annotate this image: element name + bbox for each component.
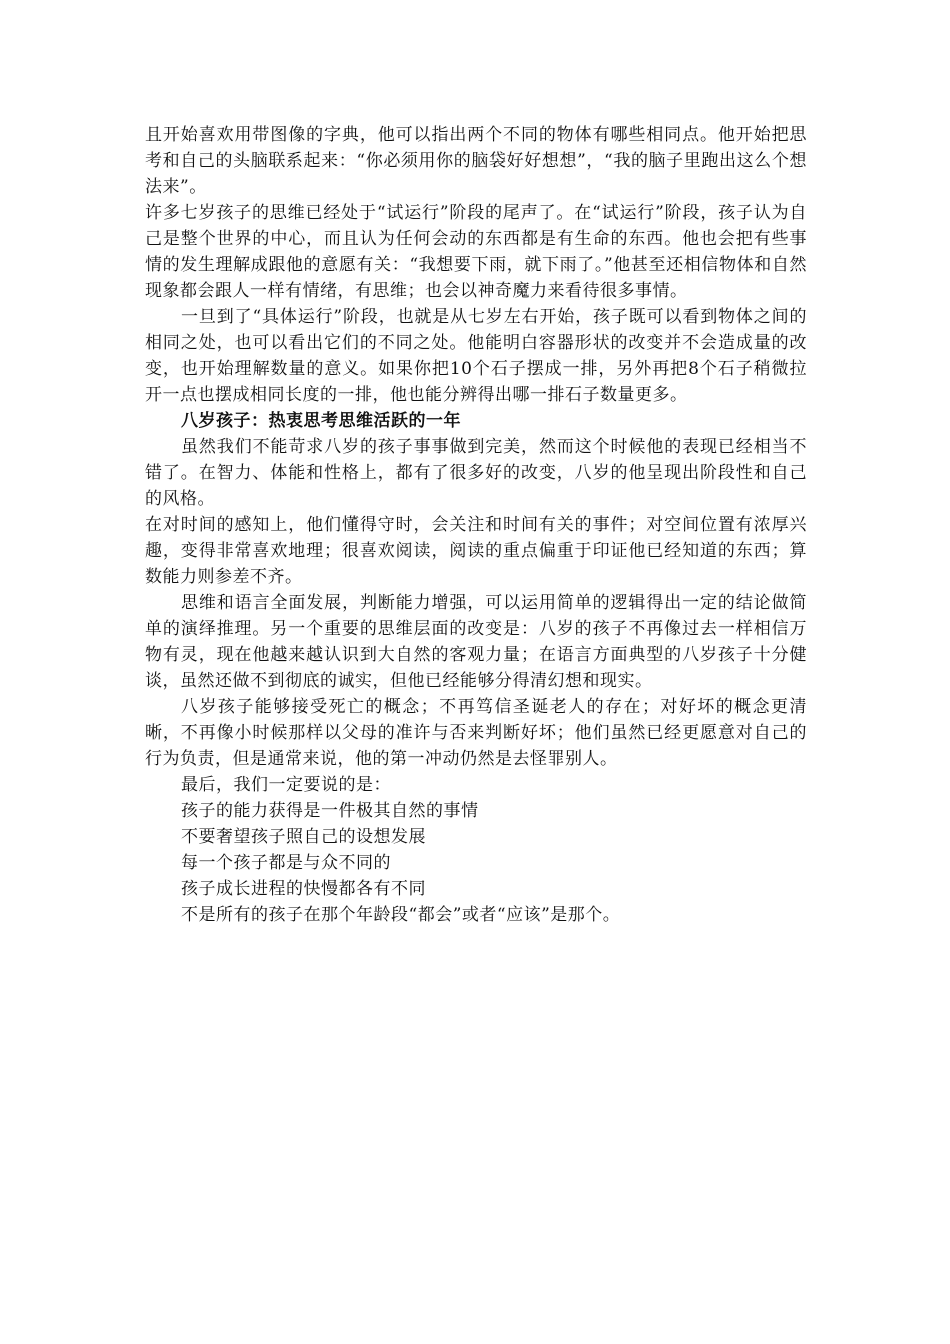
paragraph-concrete-operations: 一旦到了“具体运行”阶段，也就是从七岁左右开始，孩子既可以看到物体之间的相同之处，也可以看出它们的不同之处。他能明白容器形状的改变并不会造成量的改变，也开始理解数量的意义。如果你把10个石子摆成一排，另外再把8个石子稍微拉开一点也摆成相同长度的一排，他也能分辨得出哪一排石子数量更多。 xyxy=(145,307,807,405)
paragraph-time-space: 在对时间的感知上，他们懂得守时，会关注和时间有关的事件；对空间位置有浓厚兴趣，变得非常喜欢地理；很喜欢阅读，阅读的重点偏重于印证他已经知道的东西；算数能力则参差不齐。 xyxy=(145,515,807,587)
list-item-not-all-children: 不是所有的孩子在那个年龄段“都会”或者“应该”是那个。 xyxy=(181,905,621,925)
paragraph-death-concept: 八岁孩子能够接受死亡的概念；不再笃信圣诞老人的存在；对好坏的概念更清晰，不再像小时候那样以父母的准许与否来判断好坏；他们虽然已经更愿意对自己的行为负责，但是通常来说，他的第一冲动仍然是去怪罪别人。 xyxy=(145,697,807,769)
paragraph-conclusion-intro: 最后，我们一定要说的是： xyxy=(181,775,391,795)
paragraph-eight-overview: 虽然我们不能苛求八岁的孩子事事做到完美，然而这个时候他的表现已经相当不错了。在智力、体能和性格上，都有了很多好的改变，八岁的他呈现出阶段性和自己的风格。 xyxy=(145,437,807,509)
paragraph-thinking-language: 思维和语言全面发展，判断能力增强，可以运用简单的逻辑得出一定的结论做简单的演绎推理。另一个重要的思维层面的改变是：八岁的孩子不再像过去一样相信万物有灵，现在他越来越认识到大自然的客观力量；在语言方面典型的八岁孩子十分健谈，虽然还做不到彻底的诚实，但他已经能够分得清幻想和现实。 xyxy=(145,593,807,691)
list-item-unique-child: 每一个孩子都是与众不同的 xyxy=(181,853,391,873)
list-item-natural-ability: 孩子的能力获得是一件极其自然的事情 xyxy=(181,801,479,821)
section-heading-eight-years: 八岁孩子：热衷思考思维活跃的一年 xyxy=(181,411,461,431)
paragraph-trial-run: 许多七岁孩子的思维已经处于“试运行”阶段的尾声了。在“试运行”阶段，孩子认为自己是整个世界的中心，而且认为任何会动的东西都是有生命的东西。他也会把有些事情的发生理解成跟他的意愿有关：“我想要下雨，就下雨了。”他甚至还相信物体和自然现象都会跟人一样有情绪，有思维；也会以神奇魔力来看待很多事情。 xyxy=(145,203,807,301)
document-body xyxy=(145,122,807,928)
paragraph-dictionary: 且开始喜欢用带图像的字典，他可以指出两个不同的物体有哪些相同点。他开始把思考和自己的头脑联系起来：“你必须用你的脑袋好好想想”，“我的脑子里跑出这么个想法来”。 xyxy=(145,125,807,197)
list-item-no-expectation: 不要奢望孩子照自己的设想发展 xyxy=(181,827,426,847)
list-item-growth-pace: 孩子成长进程的快慢都各有不同 xyxy=(181,879,426,899)
